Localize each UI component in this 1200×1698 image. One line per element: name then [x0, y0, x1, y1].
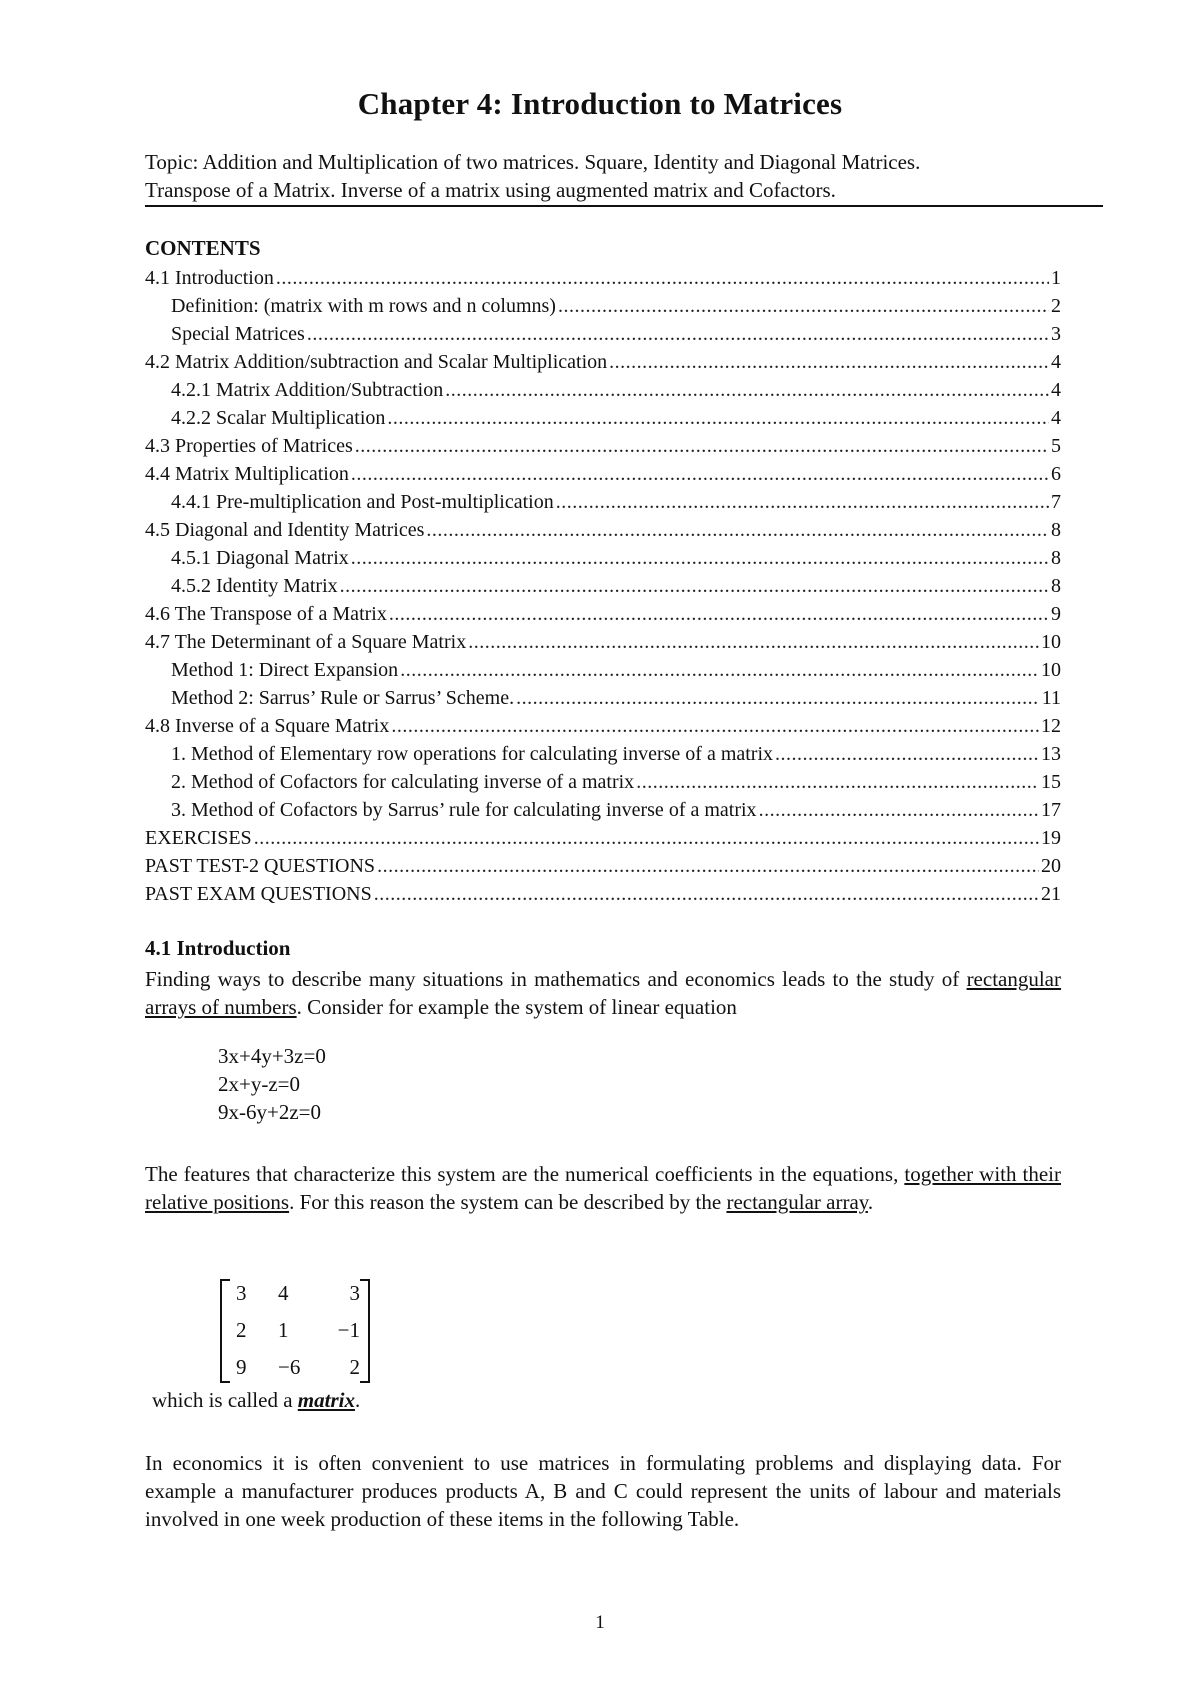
toc-entry-label: 4.2.2 Scalar Multiplication: [171, 407, 386, 429]
equation: 3x+4y+3z=0: [218, 1044, 326, 1068]
toc-entry[interactable]: [145, 628, 1061, 656]
toc-leader-dots: [468, 628, 1039, 656]
toc-entry-label: 4.2 Matrix Addition/subtraction and Scalar Multiplication: [145, 351, 608, 373]
toc-leader-dots: [374, 880, 1039, 908]
intro-text: Finding ways to describe many situations in mathematics and economics leads to the study of: [145, 967, 960, 991]
matrix-entry: 3: [349, 1281, 360, 1305]
economics-paragraph: In economics it is often convenient to use matrices in formulating problems and displaying data. For example a manufacturer produces products A, B and C could represent the units of labour and materials involved in one week production of these items in the following Table.: [145, 1451, 1061, 1531]
matrix-entry: 4: [278, 1281, 289, 1305]
toc-entry-page: 15: [1041, 771, 1061, 793]
toc-entry-label: 4.2.1 Matrix Addition/Subtraction: [171, 379, 444, 401]
toc-entry[interactable]: [145, 684, 1061, 712]
toc-entry[interactable]: [145, 320, 1061, 348]
toc-entry[interactable]: [145, 432, 1061, 460]
toc-entry-label: 4.1 Introduction: [145, 267, 274, 289]
topic-divider: [145, 205, 1103, 207]
toc-entry-page: 8: [1051, 575, 1061, 597]
intro-underlined-phrase: rectangular arrays of numbers: [145, 967, 1062, 1019]
contents-heading: CONTENTS: [145, 236, 261, 260]
matrix-caption-text: which is called a: [152, 1388, 298, 1412]
toc-entry-label: PAST TEST-2 QUESTIONS: [145, 855, 376, 877]
toc-entry[interactable]: [145, 264, 1061, 292]
equation: 2x+y-z=0: [218, 1072, 301, 1096]
toc-leader-dots: [351, 460, 1049, 488]
topic-line-2: Transpose of a Matrix. Inverse of a matrix using augmented matrix and Cofactors.: [145, 178, 836, 202]
toc-leader-dots: [775, 740, 1039, 768]
intro-paragraph: [145, 965, 1061, 1021]
toc-entry[interactable]: [145, 460, 1061, 488]
matrix-entry: 2: [236, 1318, 247, 1342]
toc-entry-label: 4.5 Diagonal and Identity Matrices: [145, 519, 425, 541]
equation: 9x-6y+2z=0: [218, 1100, 322, 1124]
toc-entry[interactable]: [145, 712, 1061, 740]
toc-entry[interactable]: [145, 488, 1061, 516]
matrix-entries: [236, 1275, 360, 1386]
chapter-title: Chapter 4: Introduction to Matrices: [357, 86, 843, 121]
matrix-caption: [152, 1388, 360, 1413]
toc-leader-dots: [340, 572, 1049, 600]
toc-entry-label: Definition: (matrix with m rows and n columns): [171, 295, 556, 317]
toc-entry-page: 10: [1041, 659, 1061, 681]
toc-entry-label: 4.3 Properties of Matrices: [145, 435, 353, 457]
matrix-entry: 1: [278, 1318, 289, 1342]
matrix-left-bracket: [220, 1279, 230, 1383]
toc-entry-page: 13: [1041, 743, 1061, 765]
toc-entry-page: 4: [1051, 407, 1061, 429]
toc-entry[interactable]: [145, 292, 1061, 320]
features-text: The features that characterize this system are the numerical coefficients in the equations,: [145, 1162, 899, 1186]
toc-leader-dots: [254, 824, 1039, 852]
toc-leader-dots: [636, 768, 1039, 796]
toc-entry-page: 5: [1051, 435, 1061, 457]
toc-entry-page: 9: [1051, 603, 1061, 625]
toc-leader-dots: [377, 852, 1039, 880]
toc-entry[interactable]: [145, 852, 1061, 880]
toc-entry-label: PAST EXAM QUESTIONS: [145, 883, 372, 905]
toc-leader-dots: [387, 404, 1049, 432]
toc-leader-dots: [556, 488, 1049, 516]
matrix-entry: −1: [337, 1318, 360, 1342]
toc-entry-page: 12: [1041, 715, 1061, 737]
toc-entry-label: 2. Method of Cofactors for calculating inverse of a matrix: [171, 771, 635, 793]
toc-entry-label: Method 1: Direct Expansion: [171, 659, 399, 681]
toc-leader-dots: [389, 600, 1049, 628]
toc-entry-page: 10: [1041, 631, 1061, 653]
toc-leader-dots: [426, 516, 1049, 544]
toc-entry-label: 3. Method of Cofactors by Sarrus’ rule for calculating inverse of a matrix: [171, 799, 757, 821]
toc-leader-dots: [609, 348, 1049, 376]
toc-entry[interactable]: [145, 544, 1061, 572]
toc-leader-dots: [445, 376, 1049, 404]
toc-entry-page: 20: [1041, 855, 1061, 877]
page-number: 1: [595, 1612, 605, 1633]
toc-entry[interactable]: [145, 656, 1061, 684]
toc-leader-dots: [391, 712, 1039, 740]
toc-entry-page: 7: [1051, 491, 1061, 513]
toc-entry-page: 3: [1051, 323, 1061, 345]
matrix-term: matrix: [297, 1388, 355, 1412]
toc-leader-dots: [516, 684, 1040, 712]
matrix-entry: −6: [278, 1355, 301, 1379]
toc-entry-label: 4.5.2 Identity Matrix: [171, 575, 338, 597]
toc-entry-label: 4.4 Matrix Multiplication: [145, 463, 349, 485]
toc-leader-dots: [355, 432, 1049, 460]
toc-entry-page: 4: [1051, 351, 1061, 373]
toc-entry-page: 21: [1041, 883, 1061, 905]
toc-leader-dots: [307, 320, 1049, 348]
toc-entry[interactable]: [145, 880, 1061, 908]
toc-entry-page: 1: [1051, 267, 1061, 289]
toc-entry-label: 4.6 The Transpose of a Matrix: [145, 603, 387, 625]
features-text-end: .: [867, 1190, 874, 1214]
matrix-caption-period: .: [354, 1388, 361, 1412]
matrix-entry: 9: [236, 1355, 247, 1379]
toc-entry[interactable]: [145, 600, 1061, 628]
toc-entry-page: 2: [1051, 295, 1061, 317]
toc-entry-label: Method 2: Sarrus’ Rule or Sarrus’ Scheme.: [171, 687, 515, 709]
toc-leader-dots: [400, 656, 1039, 684]
coefficient-matrix: [220, 1275, 370, 1383]
toc-entry-page: 17: [1041, 799, 1061, 821]
topic-line-1: Topic: Addition and Multiplication of two matrices. Square, Identity and Diagonal Matrices.: [145, 150, 921, 174]
toc-entry-label: 4.8 Inverse of a Square Matrix: [145, 715, 390, 737]
toc-entry-page: 6: [1051, 463, 1061, 485]
toc-entry-label: 4.7 The Determinant of a Square Matrix: [145, 631, 467, 653]
toc-entry-page: 8: [1051, 519, 1061, 541]
toc-leader-dots: [276, 264, 1049, 292]
toc-entry[interactable]: [145, 824, 1061, 852]
matrix-entry: 3: [236, 1281, 247, 1305]
topic-summary: [145, 148, 1103, 204]
toc-entry-label: 1. Method of Elementary row operations for calculating inverse of a matrix: [171, 743, 774, 765]
toc-entry-page: 8: [1051, 547, 1061, 569]
toc-entry-page: 19: [1041, 827, 1061, 849]
features-underlined-array: rectangular array: [726, 1190, 868, 1214]
table-of-contents: [145, 264, 1061, 908]
toc-leader-dots: [351, 544, 1049, 572]
intro-text-tail: . Consider for example the system of linear equation: [296, 995, 737, 1019]
features-paragraph: [145, 1160, 1061, 1216]
toc-entry-label: EXERCISES: [145, 827, 252, 849]
toc-entry[interactable]: [145, 376, 1061, 404]
toc-entry-page: 11: [1041, 687, 1061, 709]
toc-entry-label: 4.5.1 Diagonal Matrix: [171, 547, 349, 569]
features-text-mid: . For this reason the system can be described by the: [289, 1190, 722, 1214]
equation-system: [218, 1042, 326, 1126]
matrix-entry: 2: [349, 1355, 360, 1379]
toc-entry[interactable]: [145, 740, 1061, 768]
toc-entry-page: 4: [1051, 379, 1061, 401]
toc-entry[interactable]: [145, 572, 1061, 600]
section-heading: 4.1 Introduction: [145, 936, 291, 960]
toc-entry-label: Special Matrices: [171, 323, 305, 345]
toc-entry[interactable]: [145, 796, 1061, 824]
toc-entry-label: 4.4.1 Pre-multiplication and Post-multiplication: [171, 491, 554, 513]
toc-leader-dots: [759, 796, 1039, 824]
toc-entry[interactable]: [145, 348, 1061, 376]
features-underlined-phrase: together with their relative positions: [145, 1162, 1062, 1214]
toc-entry[interactable]: [145, 516, 1061, 544]
toc-entry[interactable]: [145, 768, 1061, 796]
toc-leader-dots: [558, 292, 1049, 320]
toc-entry[interactable]: [145, 404, 1061, 432]
matrix-right-bracket: [360, 1279, 370, 1383]
